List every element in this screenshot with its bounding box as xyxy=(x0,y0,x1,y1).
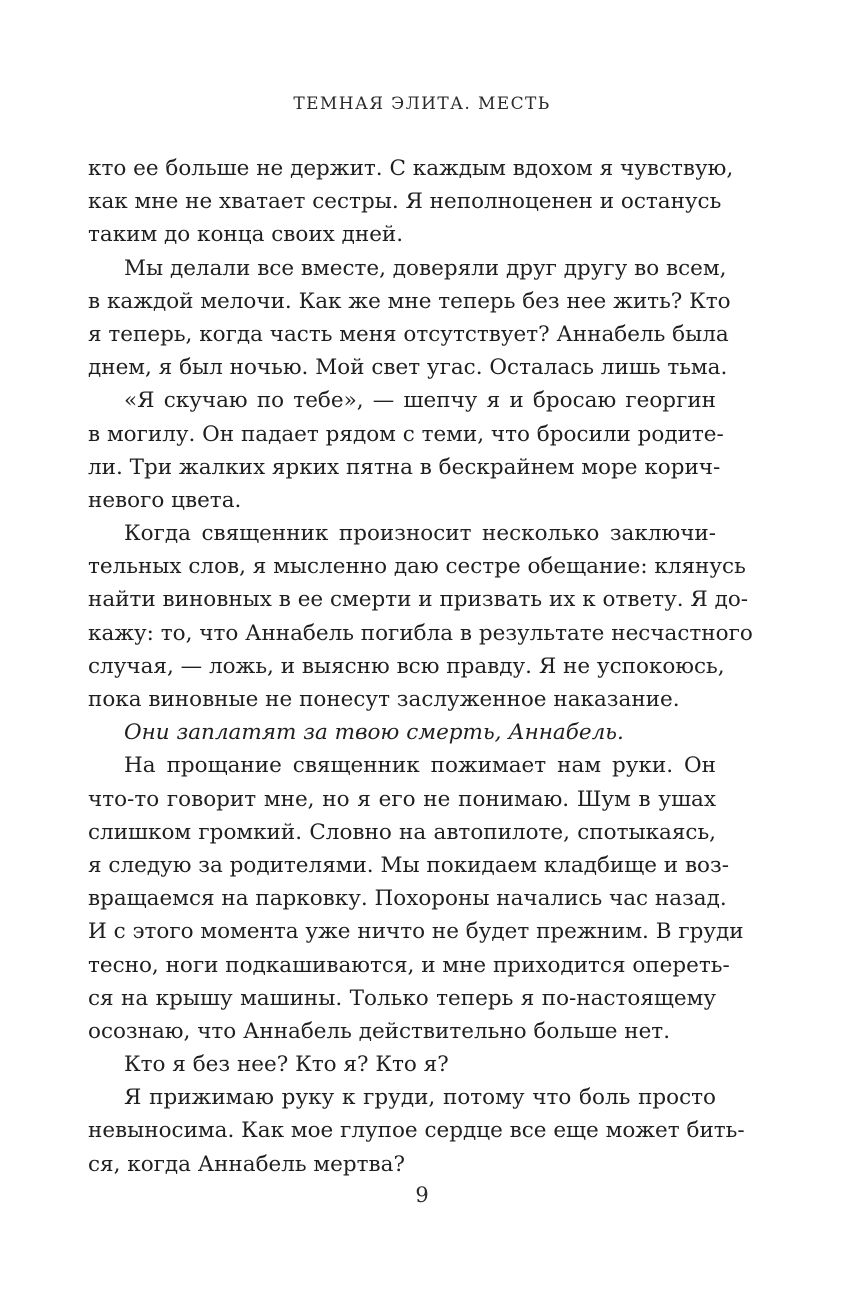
page-text xyxy=(88,152,753,1181)
text-line: ли. Три жалких ярких пятна в бескрайнем море корич- xyxy=(88,454,721,480)
text-line: ся на крышу машины. Только теперь я по-настоящему xyxy=(88,985,716,1011)
text-line: таким до конца своих дней. xyxy=(88,222,404,248)
text-line: Кто я без нее? Кто я? Кто я? xyxy=(124,1052,449,1078)
running-head: ТЕМНАЯ ЭЛИТА. МЕСТЬ xyxy=(293,94,551,114)
text-line: слишком громкий. Словно на автопилоте, спотыкаясь, xyxy=(88,819,716,845)
text-line: я теперь, когда часть меня отсутствует? Аннабель была xyxy=(88,321,729,347)
text-line: кажу: то, что Аннабель погибла в результате несчастного xyxy=(88,620,753,646)
text-line: в каждой мелочи. Как же мне теперь без нее жить? Кто xyxy=(88,288,731,314)
text-line: тельных слов, я мысленно даю сестре обещание: клянусь xyxy=(88,554,746,580)
text-line: что-то говорит мне, но я его не понимаю. Шум в ушах xyxy=(88,786,716,812)
text-line: На прощание священник пожимает нам руки. Он xyxy=(124,753,716,779)
text-line: И с этого момента уже ничто не будет прежним. В груди xyxy=(88,919,744,945)
text-line: ся, когда Аннабель мертва? xyxy=(88,1151,405,1177)
text-line: как мне не хватает сестры. Я неполноценен и останусь xyxy=(88,189,722,215)
text-line: я следую за родителями. Мы покидаем кладбище и воз- xyxy=(88,852,729,878)
italic-text-line: Они заплатят за твою смерть, Аннабель. xyxy=(124,720,624,746)
text-line: «Я скучаю по тебе», — шепчу я и бросаю георгин xyxy=(124,388,716,414)
page-number: 9 xyxy=(415,1183,429,1207)
text-line: найти виновных в ее смерти и призвать их к ответу. Я до- xyxy=(88,587,749,613)
text-line: случая, — ложь, и выясню всю правду. Я не успокоюсь, xyxy=(88,653,725,679)
text-line: кто ее больше не держит. С каждым вдохом я чувствую, xyxy=(88,156,734,181)
text-line: вращаемся на парковку. Похороны начались час назад. xyxy=(88,886,727,912)
text-line: невыносима. Как мое глупое сердце все еще может бить- xyxy=(88,1118,745,1144)
text-line: Когда священник произносит несколько заключи- xyxy=(124,521,716,547)
text-line: осознаю, что Аннабель действительно больше нет. xyxy=(88,1018,671,1044)
text-line: Мы делали все вместе, доверяли друг другу во всем, xyxy=(124,255,727,281)
text-line: днем, я был ночью. Мой свет угас. Осталась лишь тьма. xyxy=(88,355,728,381)
text-line: в могилу. Он падает рядом с теми, что бросили родите- xyxy=(88,421,724,447)
text-line: Я прижимаю руку к груди, потому что боль просто xyxy=(124,1085,716,1111)
text-line: тесно, ноги подкашиваются, и мне приходится опереть- xyxy=(88,952,730,978)
text-line: пока виновные не понесут заслуженное наказание. xyxy=(88,687,680,712)
text-line: невого цвета. xyxy=(88,487,242,513)
